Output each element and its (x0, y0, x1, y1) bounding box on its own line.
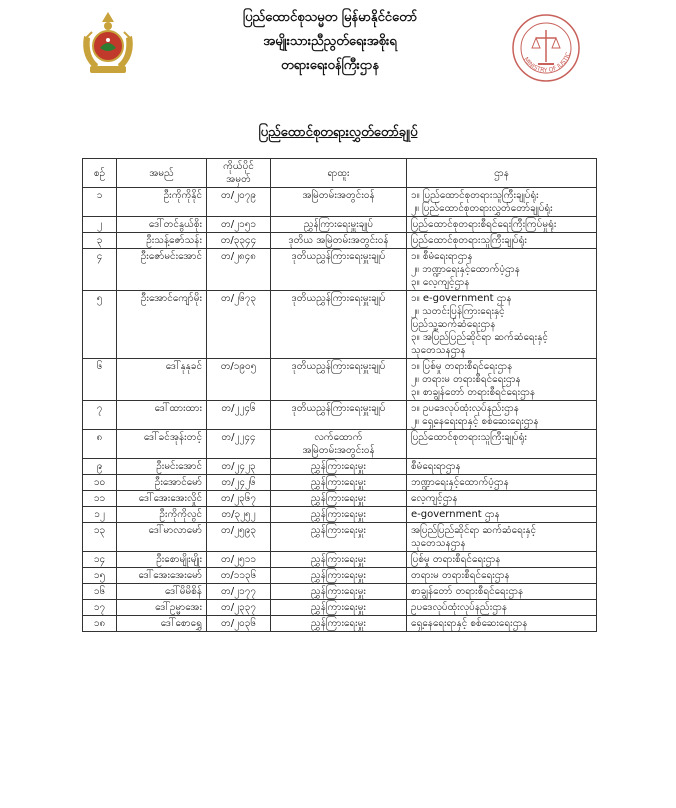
cell-name: ဦးသန့်ဇော်သန်း (117, 233, 207, 249)
header-line-2: အမျိုးသားညီညွတ်ရေးအစိုးရ (263, 34, 397, 49)
cell-rank: ညွှန်ကြားရေးမှူးချုပ် (271, 217, 407, 233)
cell-id: တ/၂၅၁၁ (207, 552, 271, 568)
state-emblem-icon (78, 8, 138, 80)
cell-rank: လက်ထောက် အမြဲတမ်းအတွင်းဝန် (271, 430, 407, 459)
col-header-rank: ရာထူး (271, 159, 407, 188)
cell-dept: ၁။ ပြစ်မှု တရားစီရင်ရေးဌာန ၂။ တရားမ တရားစီရင်ရေးဌာန ၃။ စာချွန်တော် တရားစီရင်ရေးဌာန (407, 359, 597, 401)
cell-rank: ညွှန်ကြားရေးမှူး (271, 568, 407, 584)
cell-dept: ၁။ e-government ဌာန ၂။ သတင်းပြန်ကြားရေးနှင့် ပြည်သူ့ဆက်ဆံရေးဌာန ၃။ အပြည်ပြည်ဆိုင်ရာ ဆက်ဆံရေးနှင့် သုတေသနဌာန (407, 291, 597, 359)
cell-name: ဒေါ်ဥမ္မာအေး (117, 600, 207, 616)
col-header-dept: ဌာန (407, 159, 597, 188)
cell-id: တ/၂၅၉၃ (207, 523, 271, 552)
table-row (83, 233, 597, 249)
cell-name: ဒေါ်အေးအေးလှိုင် (117, 491, 207, 507)
cell-rank: ညွှန်ကြားရေးမှူး (271, 507, 407, 523)
cell-rank: ညွှန်ကြားရေးမှူး (271, 552, 407, 568)
cell-name: ဒေါ်ထားထား (117, 401, 207, 430)
cell-no: ၆ (83, 359, 117, 401)
cell-name: ဦးကိုကိုနိုင် (117, 188, 207, 217)
table-row (83, 188, 597, 217)
cell-no: ၈ (83, 430, 117, 459)
table-row (83, 584, 597, 600)
cell-name: ဒေါ်မာလာမော် (117, 523, 207, 552)
table-row (83, 475, 597, 491)
cell-dept: ပြည်ထောင်စုတရားစီရင်ရေးကြီးကြပ်မှုရုံး (407, 217, 597, 233)
cell-id: တ/၂၈၄၈ (207, 249, 271, 291)
cell-dept: စီမံရေးရာဌာန (407, 459, 597, 475)
ministry-seal-icon (510, 12, 582, 84)
cell-name: ဦးစောမျိုးမျိုး (117, 552, 207, 568)
cell-rank: ညွှန်ကြားရေးမှူး (271, 459, 407, 475)
table-row (83, 616, 597, 632)
col-header-no: စဉ် (83, 159, 117, 188)
cell-rank: ညွှန်ကြားရေးမှူး (271, 616, 407, 632)
cell-name: ဦးမင်းအောင် (117, 459, 207, 475)
cell-rank: ဒုတိယညွှန်ကြားရေးမှူးချုပ် (271, 291, 407, 359)
cell-id: တ/၂၆၇၃ (207, 291, 271, 359)
table-row (83, 552, 597, 568)
cell-no: ၁၂ (83, 507, 117, 523)
cell-dept: ပြစ်မှု တရားစီရင်ရေးဌာန (407, 552, 597, 568)
cell-id: တ/၃၃၄၄ (207, 233, 271, 249)
cell-id: တ/၂၃၆၇ (207, 491, 271, 507)
cell-id: တ/၂၀၇၉ (207, 188, 271, 217)
cell-no: ၁၃ (83, 523, 117, 552)
cell-id: တ/၂၀၃၆ (207, 616, 271, 632)
cell-name: ဦးကိုကိုလွင် (117, 507, 207, 523)
cell-rank: ညွှန်ကြားရေးမှူး (271, 491, 407, 507)
col-header-id: ကိုယ်ပိုင် အမှတ် (207, 159, 271, 188)
table-row (83, 568, 597, 584)
table-row (83, 491, 597, 507)
cell-no: ၁၆ (83, 584, 117, 600)
table-row (83, 459, 597, 475)
cell-id: တ/၃၂၅၂ (207, 507, 271, 523)
cell-no: ၉ (83, 459, 117, 475)
cell-no: ၂ (83, 217, 117, 233)
cell-id: တ/၂၂၄၆ (207, 401, 271, 430)
cell-name: ဒေါ်စောရွှေ (117, 616, 207, 632)
header-line-1: ပြည်ထောင်စုသမ္မတ မြန်မာနိုင်ငံတော် (242, 10, 418, 25)
document-subtitle: ပြည်ထောင်စုတရားလွှတ်တော်ချုပ် (258, 125, 418, 140)
cell-no: ၁၇ (83, 600, 117, 616)
cell-name: ဒေါ်မိမိစိန် (117, 584, 207, 600)
cell-dept: ၁။ စီမံရေးရာဌာန ၂။ ဘဏ္ဍာရေးနှင့်ထောက်ပံ့ဌာန ၃။ လေ့ကျင့်ဌာန (407, 249, 597, 291)
cell-no: ၁၁ (83, 491, 117, 507)
cell-rank: ညွှန်ကြားရေးမှူး (271, 475, 407, 491)
table-row (83, 523, 597, 552)
cell-dept: e-government ဌာန (407, 507, 597, 523)
cell-no: ၃ (83, 233, 117, 249)
cell-name: ဒေါ်တင်နွယ်စိုး (117, 217, 207, 233)
cell-rank: ညွှန်ကြားရေးမှူး (271, 600, 407, 616)
cell-no: ၅ (83, 291, 117, 359)
cell-id: တ/၂၃၃၇ (207, 600, 271, 616)
cell-no: ၁၀ (83, 475, 117, 491)
letterhead (0, 0, 676, 90)
cell-dept: တရားမ တရားစီရင်ရေးဌာန (407, 568, 597, 584)
cell-id: တ/၂၁၅၁ (207, 217, 271, 233)
cell-no: ၁၄ (83, 552, 117, 568)
cell-dept: ၁။ ပြည်ထောင်စုတရားသူကြီးချုပ်ရုံး ၂။ ပြည်ထောင်စုတရားလွှတ်တော်ချုပ်ရုံး (407, 188, 597, 217)
cell-name: ဒေါ်အေးအေးမော် (117, 568, 207, 584)
table-header-row (83, 159, 597, 188)
table-row (83, 249, 597, 291)
cell-dept: စာချွန်တော် တရားစီရင်ရေးဌာန (407, 584, 597, 600)
officials-table (82, 158, 597, 632)
table-row (83, 291, 597, 359)
cell-dept: ပြည်ထောင်စုတရားသူကြီးချုပ်ရုံး (407, 233, 597, 249)
cell-id: တ/၂၄၂၆ (207, 475, 271, 491)
cell-name: ဒေါ်နုနုခင် (117, 359, 207, 401)
cell-no: ၁၈ (83, 616, 117, 632)
cell-dept: ရှေ့နေရေးရာနှင့် စစ်ဆေးရေးဌာန (407, 616, 597, 632)
cell-dept: ဥပဒေလုပ်ထုံးလုပ်နည်းဌာန (407, 600, 597, 616)
col-header-name: အမည် (117, 159, 207, 188)
cell-name: ဦးအောင်မော် (117, 475, 207, 491)
table-row (83, 600, 597, 616)
table-row (83, 507, 597, 523)
cell-dept: အပြည်ပြည်ဆိုင်ရာ ဆက်ဆံရေးနှင့် သုတေသနဌာန (407, 523, 597, 552)
cell-no: ၁၅ (83, 568, 117, 584)
table-row (83, 401, 597, 430)
cell-dept: လေ့ကျင့်ဌာန (407, 491, 597, 507)
cell-dept: ၁။ ဥပဒေလုပ်ထုံးလုပ်နည်းဌာန ၂။ ရှေ့နေရေးရာနှင့် စစ်ဆေးရေးဌာန (407, 401, 597, 430)
cell-dept: ဘဏ္ဍာရေးနှင့်ထောက်ပံ့ဌာန (407, 475, 597, 491)
table-row (83, 359, 597, 401)
table-row (83, 217, 597, 233)
cell-no: ၇ (83, 401, 117, 430)
cell-id: တ/၁၁၃၆ (207, 568, 271, 584)
table-row (83, 430, 597, 459)
cell-rank: ဒုတိယ အမြဲတမ်းအတွင်းဝန် (271, 233, 407, 249)
cell-id: တ/၂၁၇၇ (207, 584, 271, 600)
seal-text: MINISTRY OF JUSTIC (522, 51, 573, 75)
cell-rank: ညွှန်ကြားရေးမှူး (271, 584, 407, 600)
cell-name: ဦးဇော်မင်းအောင် (117, 249, 207, 291)
cell-id: တ/၁၉၀၅ (207, 359, 271, 401)
cell-name: ဦးအောင်ကျော်မိုး (117, 291, 207, 359)
cell-rank: ဒုတိယညွှန်ကြားရေးမှူးချုပ် (271, 401, 407, 430)
cell-dept: ပြည်ထောင်စုတရားသူကြီးချုပ်ရုံး (407, 430, 597, 459)
cell-rank: အမြဲတမ်းအတွင်းဝန် (271, 188, 407, 217)
cell-no: ၄ (83, 249, 117, 291)
cell-no: ၁ (83, 188, 117, 217)
cell-rank: ဒုတိယညွှန်ကြားရေးမှူးချုပ် (271, 359, 407, 401)
cell-name: ဒေါ်ခင်အုန်းတင့် (117, 430, 207, 459)
cell-rank: ညွှန်ကြားရေးမှူး (271, 523, 407, 552)
cell-id: တ/၂၂၄၄ (207, 430, 271, 459)
header-line-3: တရားရေးဝန်ကြီးဌာန (280, 58, 380, 73)
cell-rank: ဒုတိယညွှန်ကြားရေးမှူးချုပ် (271, 249, 407, 291)
cell-id: တ/၂၄၂၃ (207, 459, 271, 475)
